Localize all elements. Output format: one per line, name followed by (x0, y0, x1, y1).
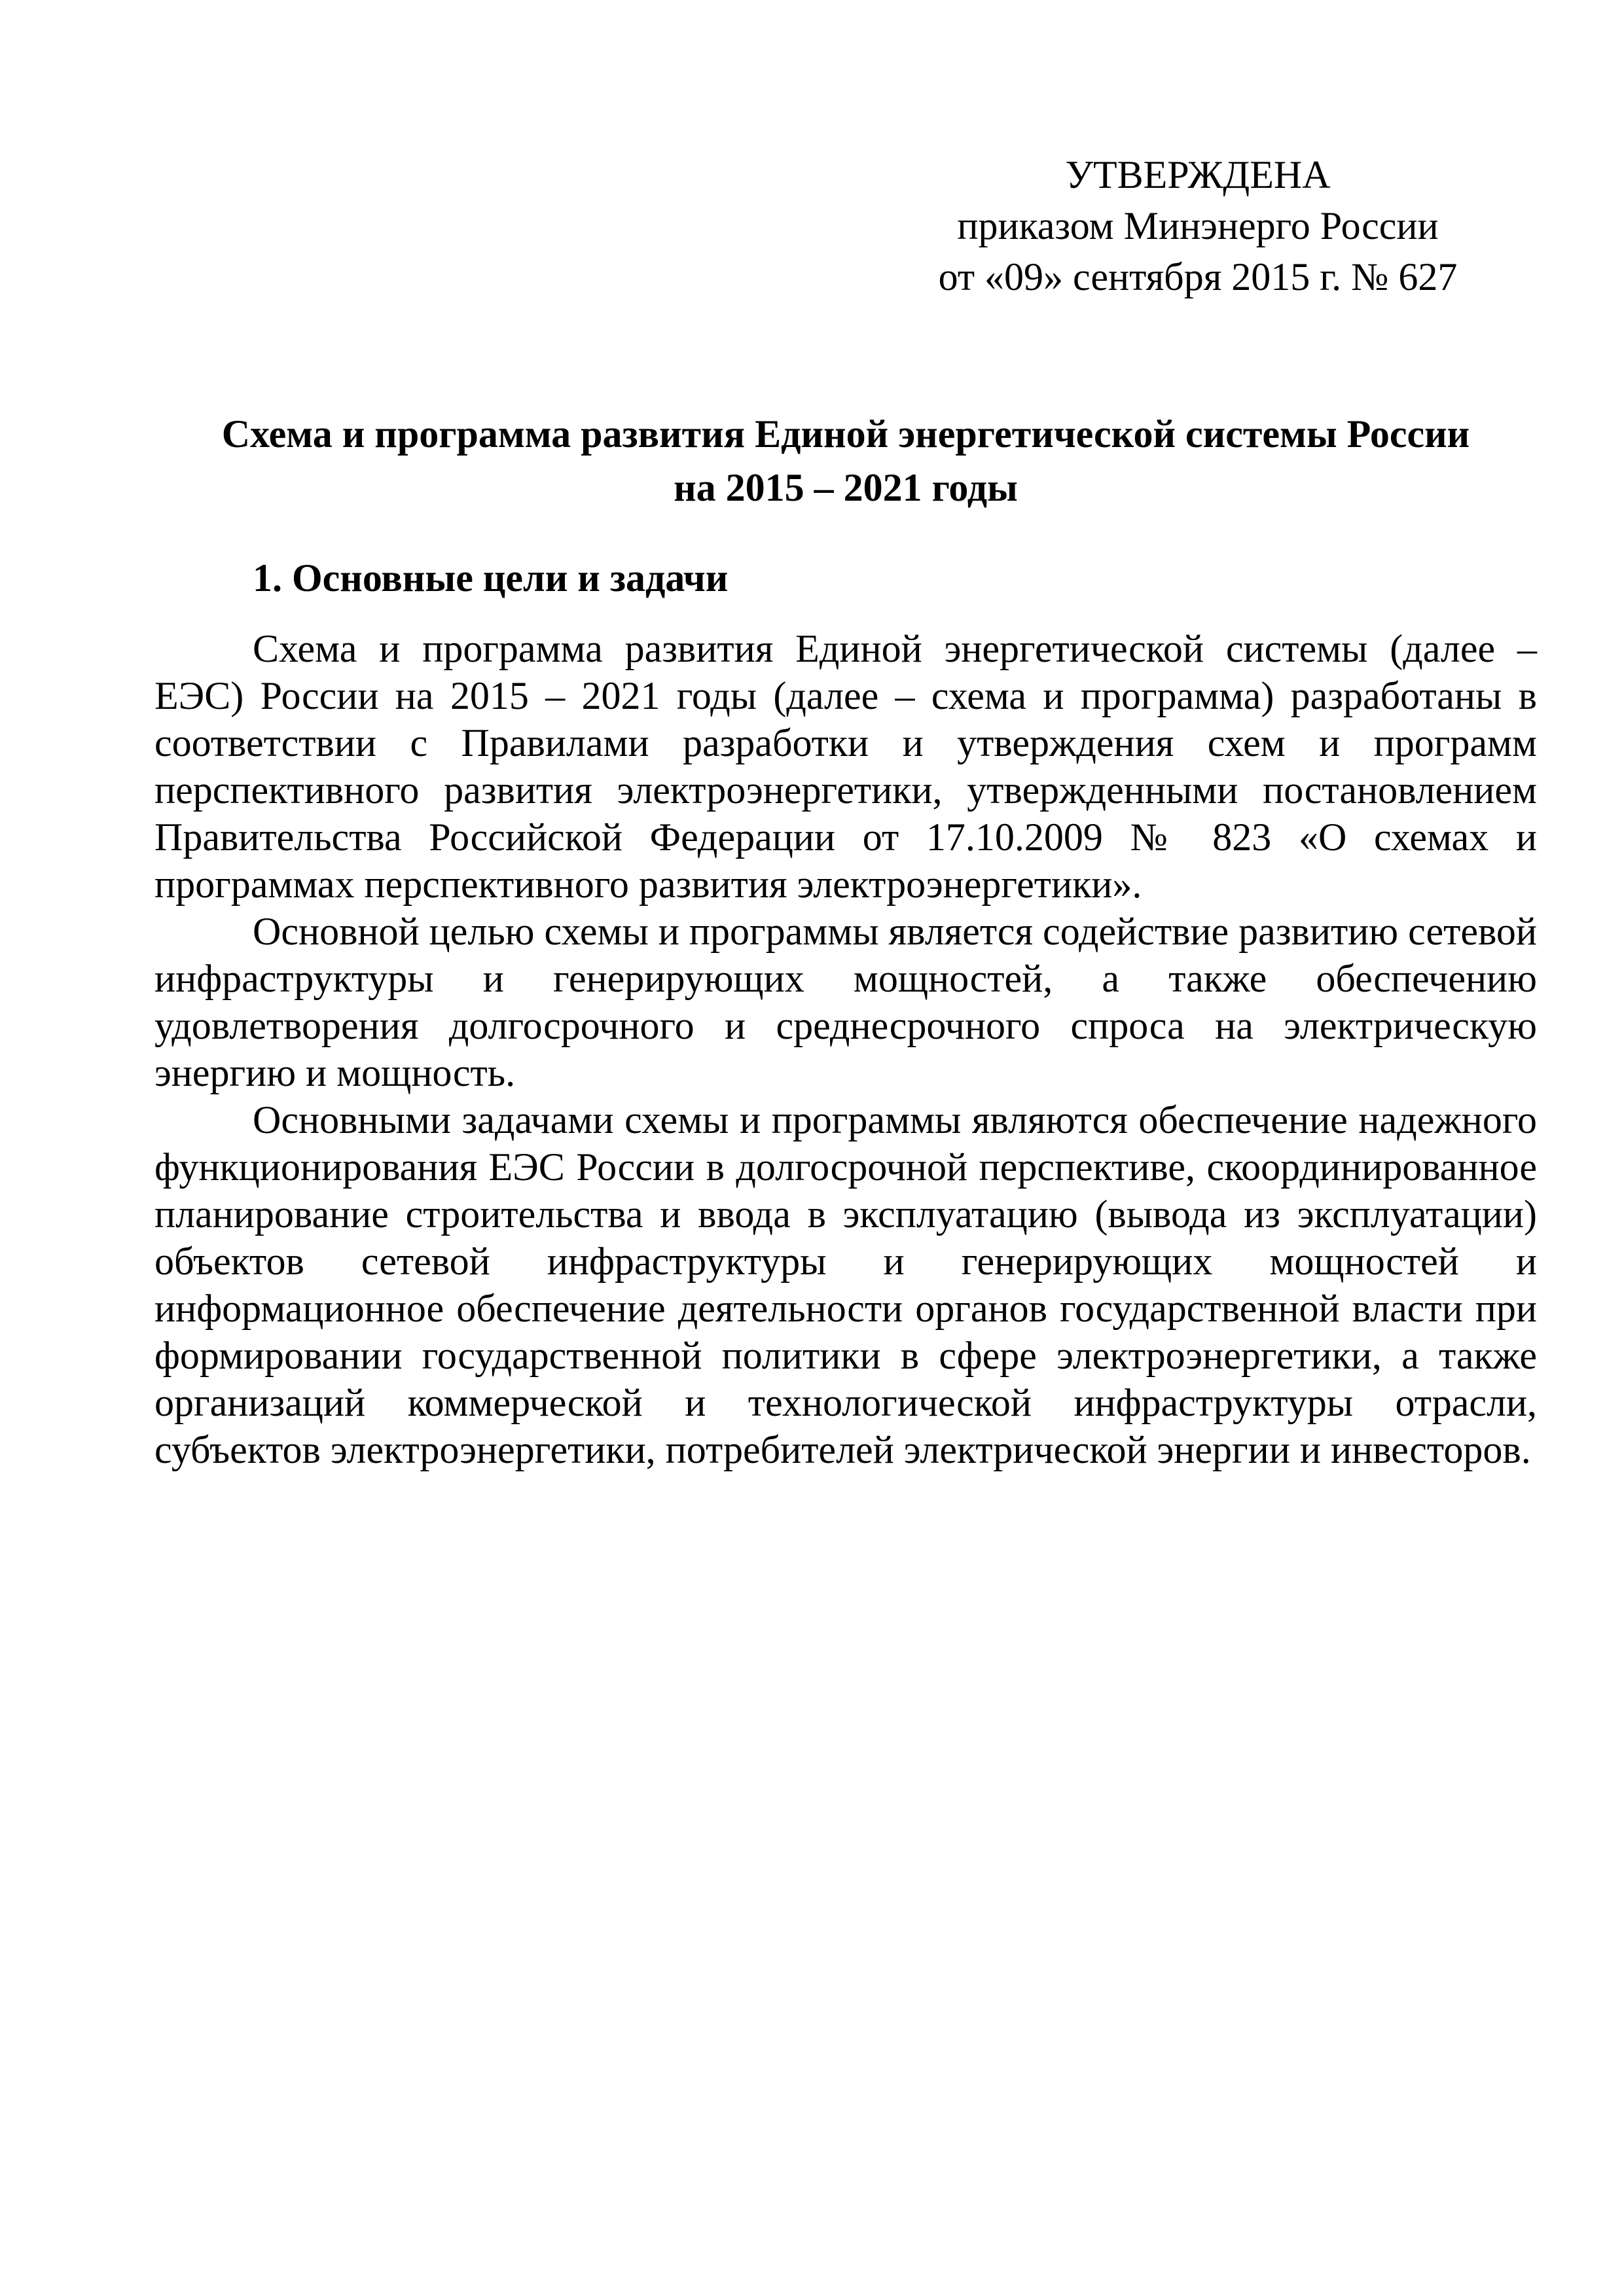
document-title (154, 407, 1537, 514)
paragraph-2: Основной целью схемы и программы является содействие развитию сетевой инфраструктуры и генерирующих мощностей, а также обеспечению удовлетворения долгосрочного и среднесрочного спроса на электрическую энергию и мощность. (154, 910, 1537, 1094)
paragraph-1: Схема и программа развития Единой энергетической системы (далее – ЕЭС) России на 2015 – 2021 годы (далее – схема и программа) разработаны в соответствии с Правилами разработки и утверждения схем и программ перспективного развития электроэнергетики, утвержденными постановлением Правительства Российской Федерации от 17.10.2009 № 823 «О схемах и программах перспективного развития электроэнергетики». (154, 627, 1537, 906)
approval-stamp (903, 149, 1492, 302)
approval-heading: УТВЕРЖДЕНА (1065, 153, 1331, 196)
section-body (154, 625, 1537, 1473)
approval-date-number: от «09» сентября 2015 г. № 627 (938, 255, 1458, 298)
document-title-line-2: на 2015 – 2021 годы (674, 466, 1018, 509)
approval-issuer: приказом Минэнерго России (957, 204, 1439, 247)
section-heading: 1. Основные цели и задачи (253, 556, 729, 600)
document-title-line-1: Схема и программа развития Единой энергетической системы России (221, 412, 1470, 456)
paragraph-3: Основными задачами схемы и программы являются обеспечение надежного функционирования ЕЭС России в долгосрочной перспективе, скоординированное планирование строительства и ввода в эксплуатацию (вывода из эксплуатации) объектов сетевой инфраструктуры и генерирующих мощностей и информационное обеспечение деятельности органов государственной власти при формировании государственной политики в сфере электроэнергетики, а также организаций коммерческой и технологической инфраструктуры отрасли, субъектов электроэнергетики, потребителей электрической энергии и инвесторов. (154, 1098, 1537, 1471)
